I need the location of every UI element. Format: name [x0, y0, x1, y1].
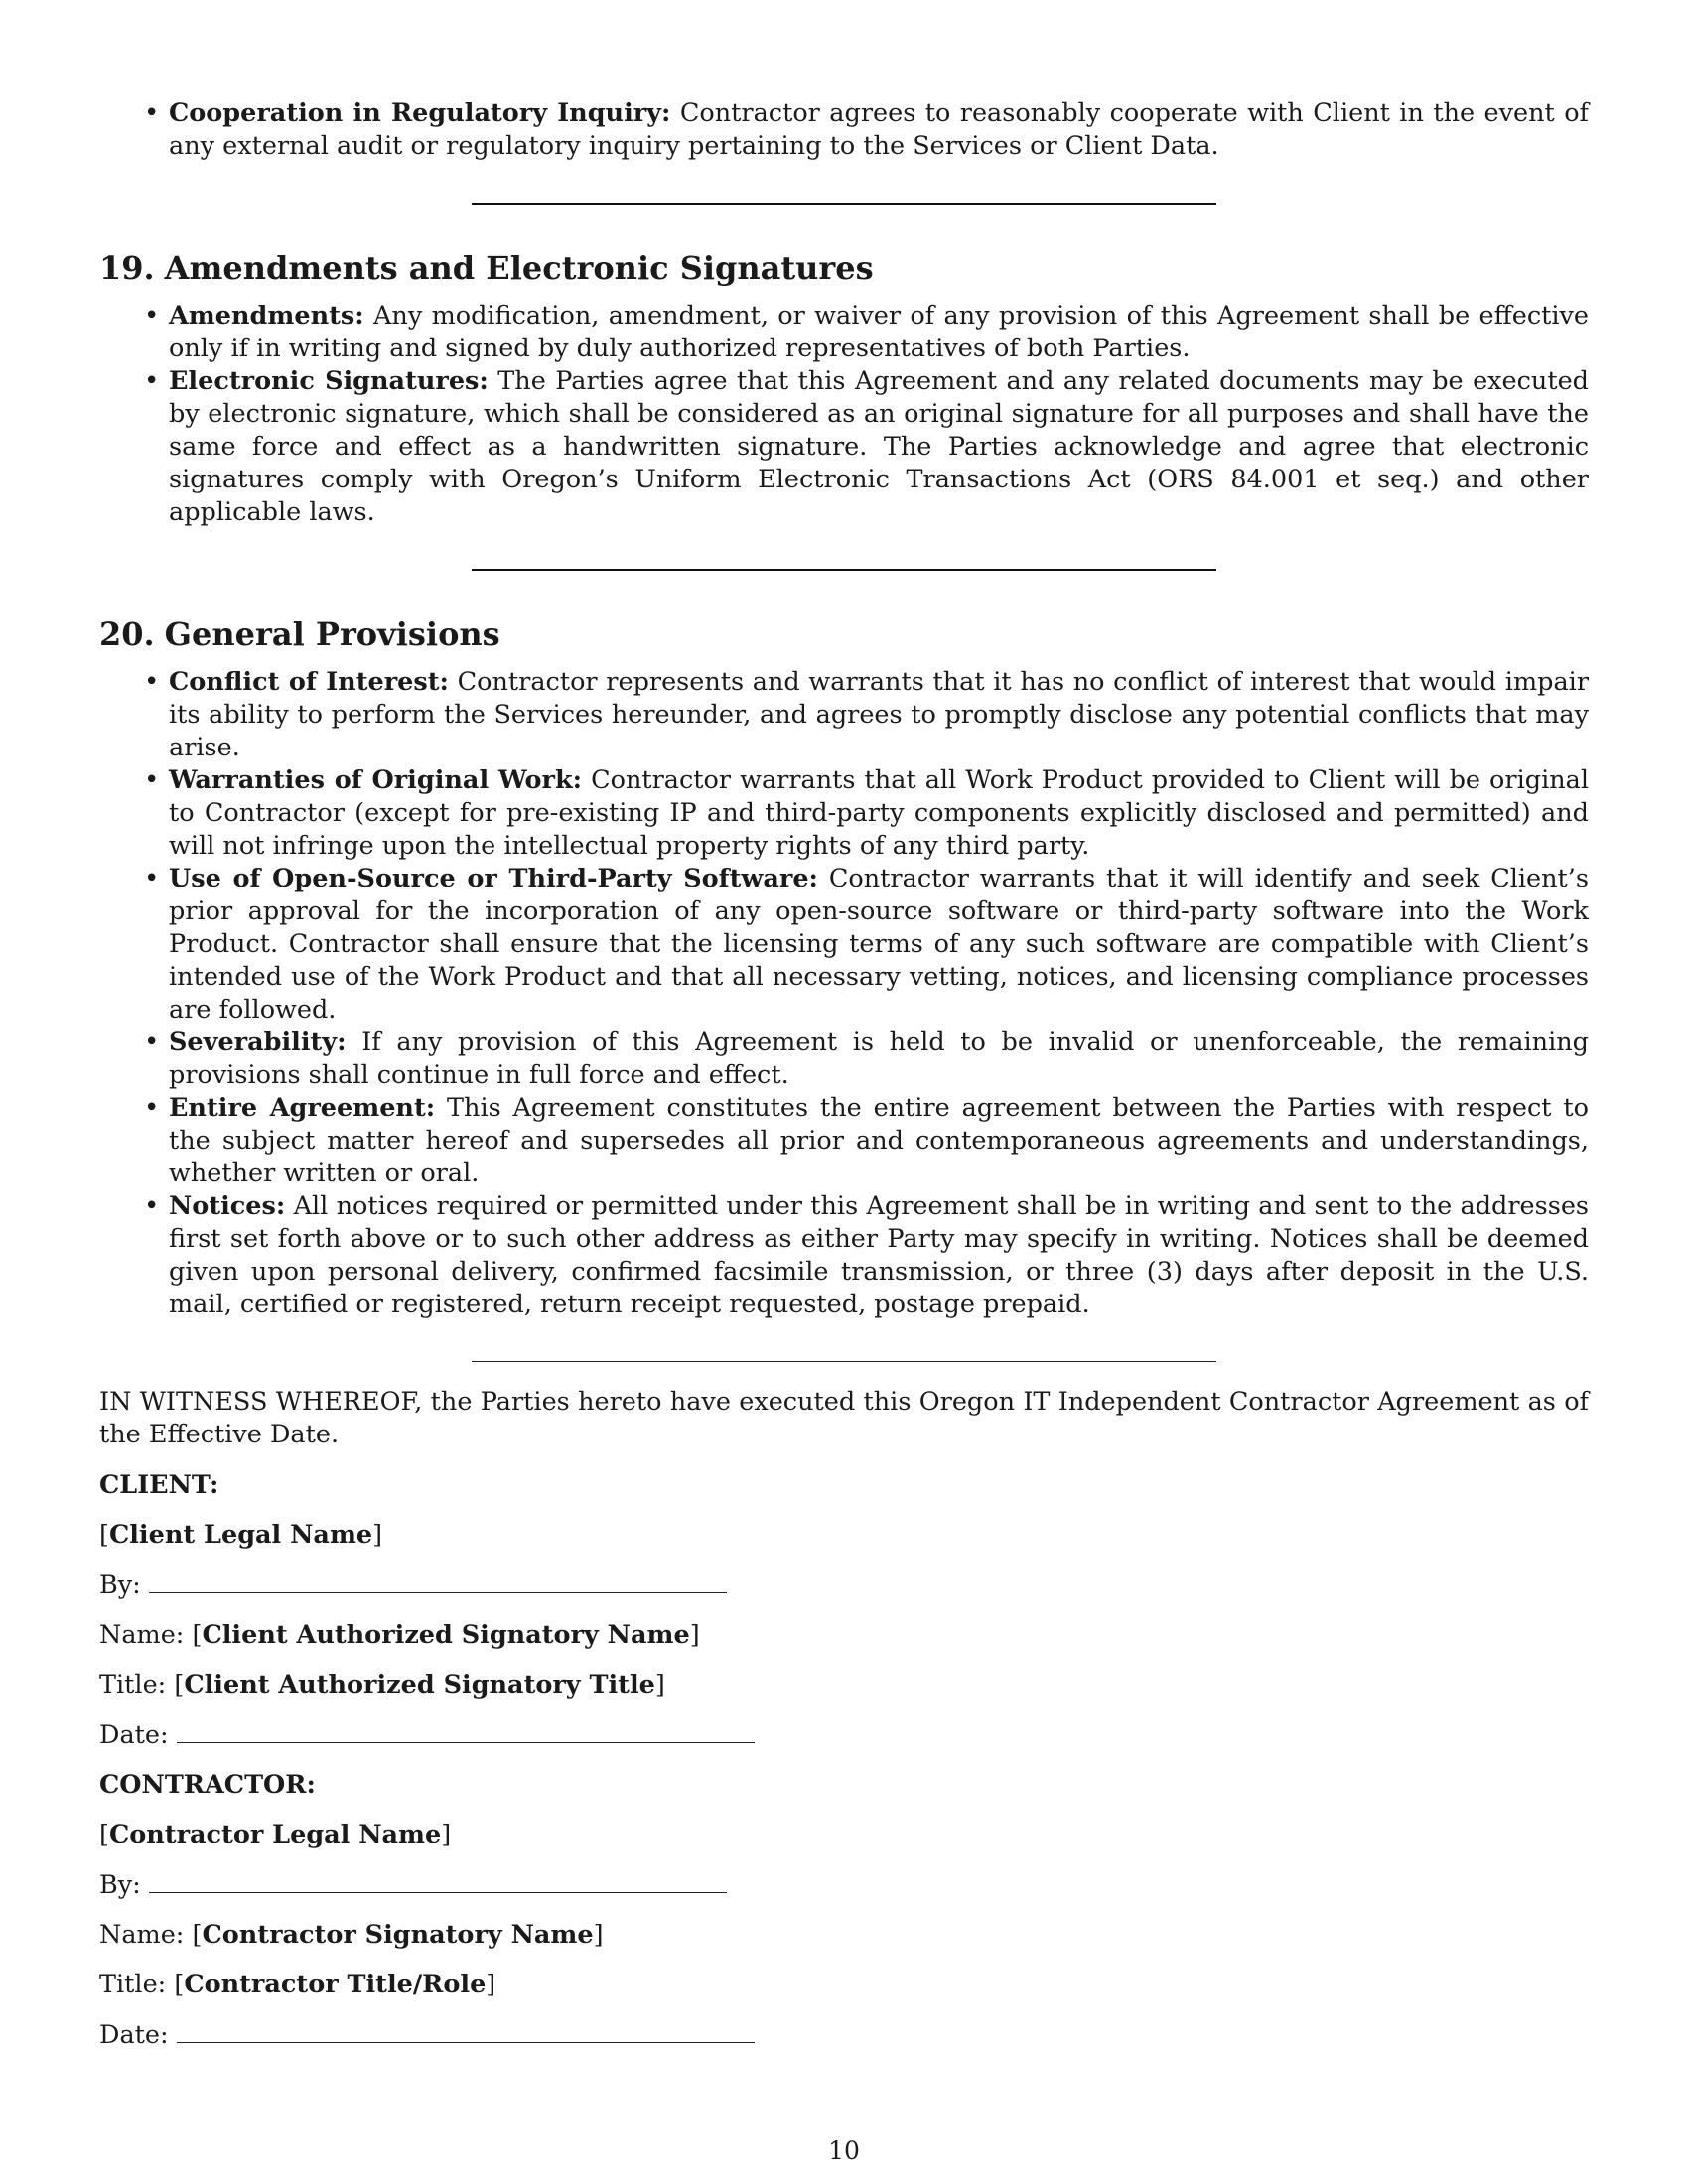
contractor-title-line: Title: [Contractor Title/Role] [99, 1970, 496, 1999]
client-heading: CLIENT: [99, 1470, 219, 1500]
section-20-heading: 20. General Provisions [99, 615, 500, 653]
contractor-date-line: Date: [99, 2018, 1589, 2052]
list-item-amendments: • Amendments: Any modification, amendment, or waiver of any provision of this Agreement shall be effective only if in writing and signed by duly authorized representatives of both Parties. [99, 300, 1589, 365]
contractor-by-line: By: [99, 1868, 1589, 1902]
section-19-list [99, 300, 1589, 529]
witness-paragraph: IN WITNESS WHEREOF, the Parties hereto have executed this Oregon IT Independent Contractor Agreement as of the Effective Date. [99, 1387, 1589, 1449]
client-name-line: Name: [Client Authorized Signatory Name] [99, 1620, 700, 1650]
list-item-electronic-signatures: • Electronic Signatures: The Parties agree that this Agreement and any related documents may be executed by electronic signature, which shall be considered as an original signature for all purposes and shall have the same force and effect as a handwritten signature. The Parties acknowledge and agree that electronic signatures comply with Oregon’s Uniform Electronic Transactions Act (ORS 84.001 et seq.) and other applicable laws. [99, 365, 1589, 529]
page-number: 10 [828, 2136, 860, 2165]
client-date-line: Date: [99, 1718, 1589, 1752]
page-content [99, 97, 1589, 2052]
list-item-severability: • Severability: If any provision of this Agreement is held to be invalid or unenforceable, the remaining provisions shall continue in full force and effect. [99, 1026, 1589, 1092]
section-20-list [99, 666, 1589, 1321]
list-item-entire-agreement: • Entire Agreement: This Agreement constitutes the entire agreement between the Parties with respect to the subject matter hereof and supersedes all prior and contemporaneous agreements and understandings, whether written or oral. [99, 1092, 1589, 1190]
list-item-cooperation: • Cooperation in Regulatory Inquiry: Contractor agrees to reasonably cooperate with Client in the event of any external audit or regulatory inquiry pertaining to the Services or Client Data. [99, 97, 1589, 163]
list-item-open-source: • Use of Open-Source or Third-Party Software: Contractor warrants that it will identify and seek Client’s prior approval for the incorporation of any open-source software or third-party software into the Work Product. Contractor shall ensure that the licensing terms of any such software are compatible with Client’s intended use of the Work Product and that all necessary vetting, notices, and licensing compliance processes are followed. [99, 863, 1589, 1026]
section-divider [472, 203, 1216, 205]
contractor-heading: CONTRACTOR: [99, 1770, 316, 1800]
client-by-line: By: [99, 1569, 1589, 1602]
section-19-heading: 19. Amendments and Electronic Signatures [99, 249, 874, 287]
list-item-notices: • Notices: All notices required or permitted under this Agreement shall be in writing and sent to the addresses first set forth above or to such other address as either Party may specify in writing. Notices shall be deemed given upon personal delivery, confirmed facsimile transmission, or three (3) days after deposit in the U.S. mail, certified or registered, return receipt requested, postage prepaid. [99, 1190, 1589, 1321]
list-item-original-work: • Warranties of Original Work: Contractor warrants that all Work Product provided to Client will be original to Contractor (except for pre-existing IP and third-party components explicitly disclosed and permitted) and will not infringe upon the intellectual property rights of any third party. [99, 764, 1589, 863]
contractor-date-field[interactable] [177, 2018, 755, 2043]
client-signature-field[interactable] [149, 1569, 727, 1593]
contractor-name-line: Name: [Contractor Signatory Name] [99, 1920, 604, 1950]
section-divider [472, 1361, 1216, 1362]
client-date-field[interactable] [177, 1718, 755, 1743]
contractor-signature-field[interactable] [149, 1868, 727, 1893]
section-divider [472, 569, 1216, 571]
client-title-line: Title: [Client Authorized Signatory Title] [99, 1670, 665, 1700]
client-legal-name: [Client Legal Name] [99, 1520, 383, 1550]
list-item-conflict-of-interest: • Conflict of Interest: Contractor represents and warrants that it has no conflict of interest that would impair its ability to perform the Services hereunder, and agrees to promptly disclose any potential conflicts that may arise. [99, 666, 1589, 764]
section-18-list [99, 97, 1589, 163]
contractor-legal-name: [Contractor Legal Name] [99, 1820, 452, 1849]
